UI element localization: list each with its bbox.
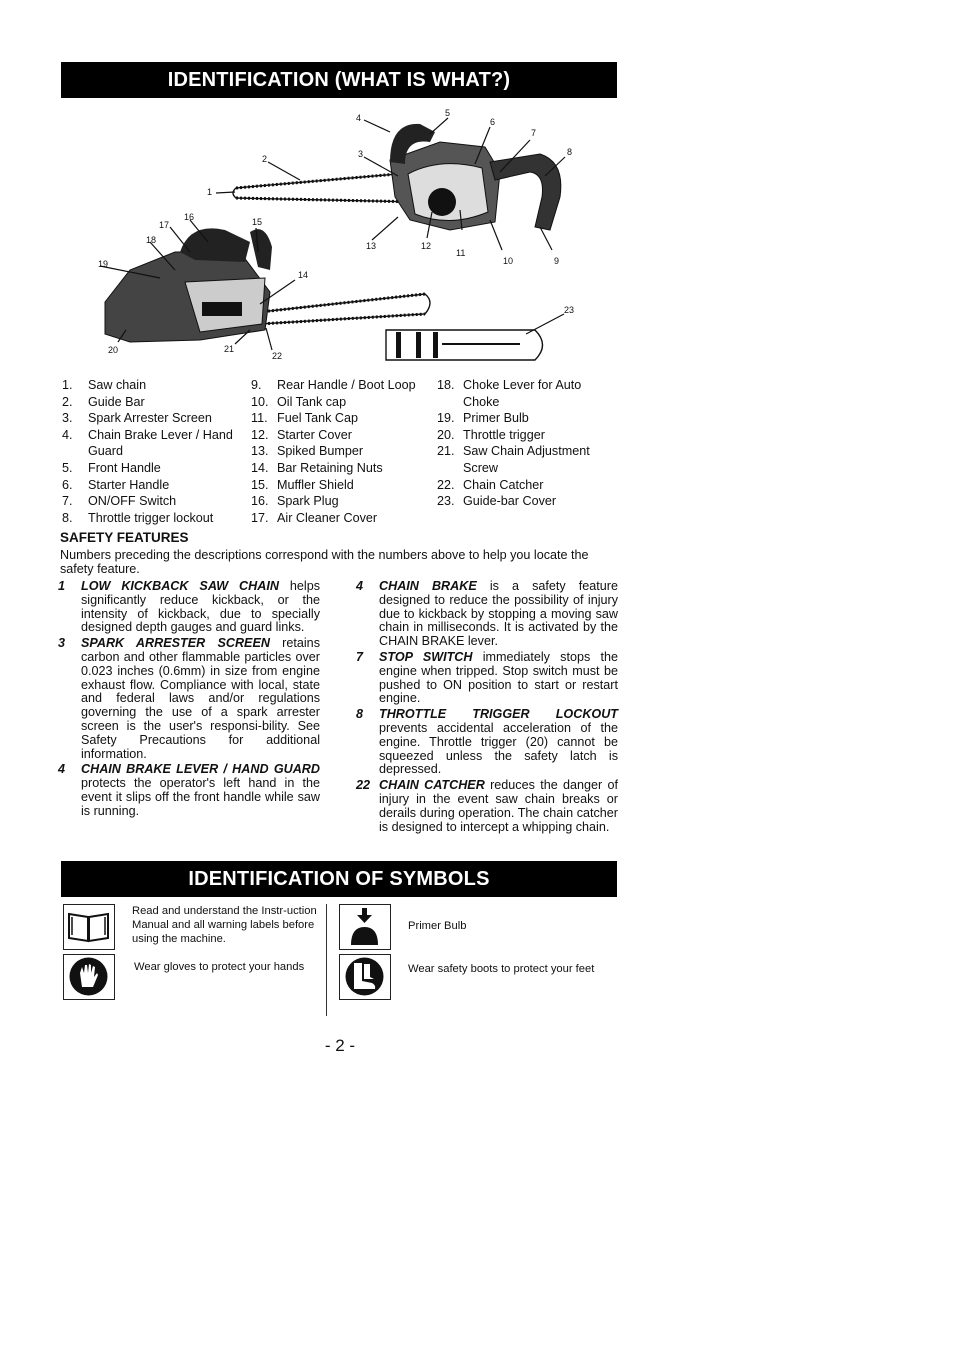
callout-20: 20 (108, 345, 119, 355)
symbols-section (61, 900, 617, 1020)
parts-list-column-2 (251, 377, 436, 526)
parts-list-item: 21. Saw Chain Adjustment Screw (437, 444, 590, 475)
parts-list-item: 9. Rear Handle / Boot Loop (251, 378, 416, 392)
parts-list-item: 20. Throttle trigger (437, 427, 545, 442)
parts-list-item: 3. Spark Arrester Screen (62, 411, 212, 426)
safety-boots-symbol-text: Wear safety boots to protect your feet (408, 963, 595, 975)
parts-list-item: 16. Spark Plug (251, 494, 339, 509)
callout-22: 22 (272, 351, 283, 361)
callout-16: 16 (184, 212, 195, 222)
safety-feature-item: 7 STOP SWITCH immediately stops the engine when tripped. Stop switch must be pushed to ON position to start or restart engine. (356, 649, 618, 706)
parts-list-item: 6. Starter Handle (62, 477, 170, 492)
guide-bar-cover-illustration (386, 314, 564, 360)
parts-list-item: 23. Guide-bar Cover (437, 494, 557, 509)
parts-list-item: 15. Muffler Shield (251, 477, 354, 492)
symbols-divider (326, 904, 327, 1016)
callout-19: 19 (98, 259, 109, 269)
safety-feature-item: 22 CHAIN CATCHER reduces the danger of injury in the event saw chain breaks or derails during operation. The chain catcher is designed to intercept a whipping chain. (356, 778, 618, 834)
safety-features-intro: Numbers preceding the descriptions correspond with the numbers above to help you locate the safety feature. (60, 548, 589, 576)
parts-list-column-3 (437, 377, 617, 510)
callout-15: 15 (252, 217, 263, 227)
parts-list-item: 8. Throttle trigger lockout (62, 510, 214, 525)
safety-features-left-column (58, 580, 320, 821)
callout-2: 2 (262, 154, 268, 164)
callout-3: 3 (358, 149, 364, 159)
safety-feature-item: 4 CHAIN BRAKE LEVER / HAND GUARD protects the operator's left hand in the event it slips off the front handle while saw is running. (58, 762, 320, 818)
safety-feature-item: 8 THROTTLE TRIGGER LOCKOUT prevents accidental acceleration of the engine. Throttle trigger (20) cannot be squeezed unless the safety latch is depressed. (356, 707, 618, 777)
parts-list-item: 10. Oil Tank cap (251, 394, 347, 409)
chainsaw-diagram (90, 102, 590, 367)
primer-bulb-symbol-text: Primer Bulb (408, 920, 467, 932)
upper-saw-illustration (216, 118, 565, 250)
callout-5: 5 (445, 108, 451, 118)
safety-features-heading: SAFETY FEATURES (60, 530, 189, 545)
parts-list-item: 14. Bar Retaining Nuts (251, 460, 383, 475)
section-title-symbols: IDENTIFICATION OF SYMBOLS (61, 861, 617, 897)
callout-9: 9 (554, 256, 560, 266)
callout-10: 10 (503, 256, 514, 266)
parts-list-item: 2. Guide Bar (62, 394, 145, 409)
callout-14: 14 (298, 270, 309, 280)
callout-4: 4 (356, 113, 362, 123)
callout-18: 18 (146, 235, 157, 245)
callout-12: 12 (421, 241, 432, 251)
parts-list-item: 22. Chain Catcher (437, 477, 544, 492)
callout-6: 6 (490, 117, 496, 127)
parts-list-item: 5. Front Handle (62, 460, 161, 475)
parts-list-item: 4. Chain Brake Lever / Hand Guard (62, 427, 233, 459)
callout-7: 7 (531, 128, 537, 138)
parts-list-item: 18. Choke Lever for Auto Choke (437, 378, 582, 409)
safety-features-right-column (356, 580, 618, 836)
parts-list-item: 11. Fuel Tank Cap (251, 411, 358, 426)
parts-list-item: 7. ON/OFF Switch (62, 494, 177, 509)
page-number: - 2 - (324, 1036, 356, 1055)
callout-11: 11 (456, 248, 466, 258)
manual-symbol-text: Read and understand the Instr-uction Manual and all warning labels before using the machine. (132, 905, 317, 945)
section-title-identification: IDENTIFICATION (WHAT IS WHAT?) (61, 62, 617, 98)
primer-bulb-icon (339, 904, 391, 950)
parts-list-item: 13. Spiked Bumper (251, 444, 364, 459)
parts-list-item: 1. Saw chain (62, 378, 147, 392)
safety-feature-item: 3 SPARK ARRESTER SCREEN retains carbon and other flammable particles over 0.023 inches (0.6mm) in size from engine exhaust flow. Compliance with local, state and federal laws and/or regulations governing the use of a spark arrester screen is the user's responsi-bility. See Safety Precautions for additional information. (58, 636, 320, 761)
parts-list-item: 12. Starter Cover (251, 427, 352, 442)
parts-list-column-1 (62, 377, 247, 526)
callout-8: 8 (567, 147, 573, 157)
callout-21: 21 (224, 344, 235, 354)
parts-list-item: 17. Air Cleaner Cover (251, 510, 378, 525)
safety-feature-item: 4 CHAIN BRAKE is a safety feature designed to reduce the possibility of injury due to kickback by stopping a moving saw chain in milliseconds. It is activated by the CHAIN BRAKE lever. (356, 579, 619, 649)
safety-boots-icon (339, 954, 391, 1000)
gloves-icon (63, 954, 115, 1000)
gloves-symbol-text: Wear gloves to protect your hands (134, 961, 305, 973)
callout-13: 13 (366, 241, 377, 251)
manual-icon (63, 904, 115, 950)
callout-23: 23 (564, 305, 575, 315)
callout-17: 17 (159, 220, 170, 230)
callout-1: 1 (207, 187, 213, 197)
safety-feature-item: 1 LOW KICKBACK SAW CHAIN helps significantly reduce kickback, or the intensity of kickback, due to specially designed depth gauges and guard links. (58, 579, 320, 635)
parts-list-item: 19. Primer Bulb (437, 411, 529, 426)
